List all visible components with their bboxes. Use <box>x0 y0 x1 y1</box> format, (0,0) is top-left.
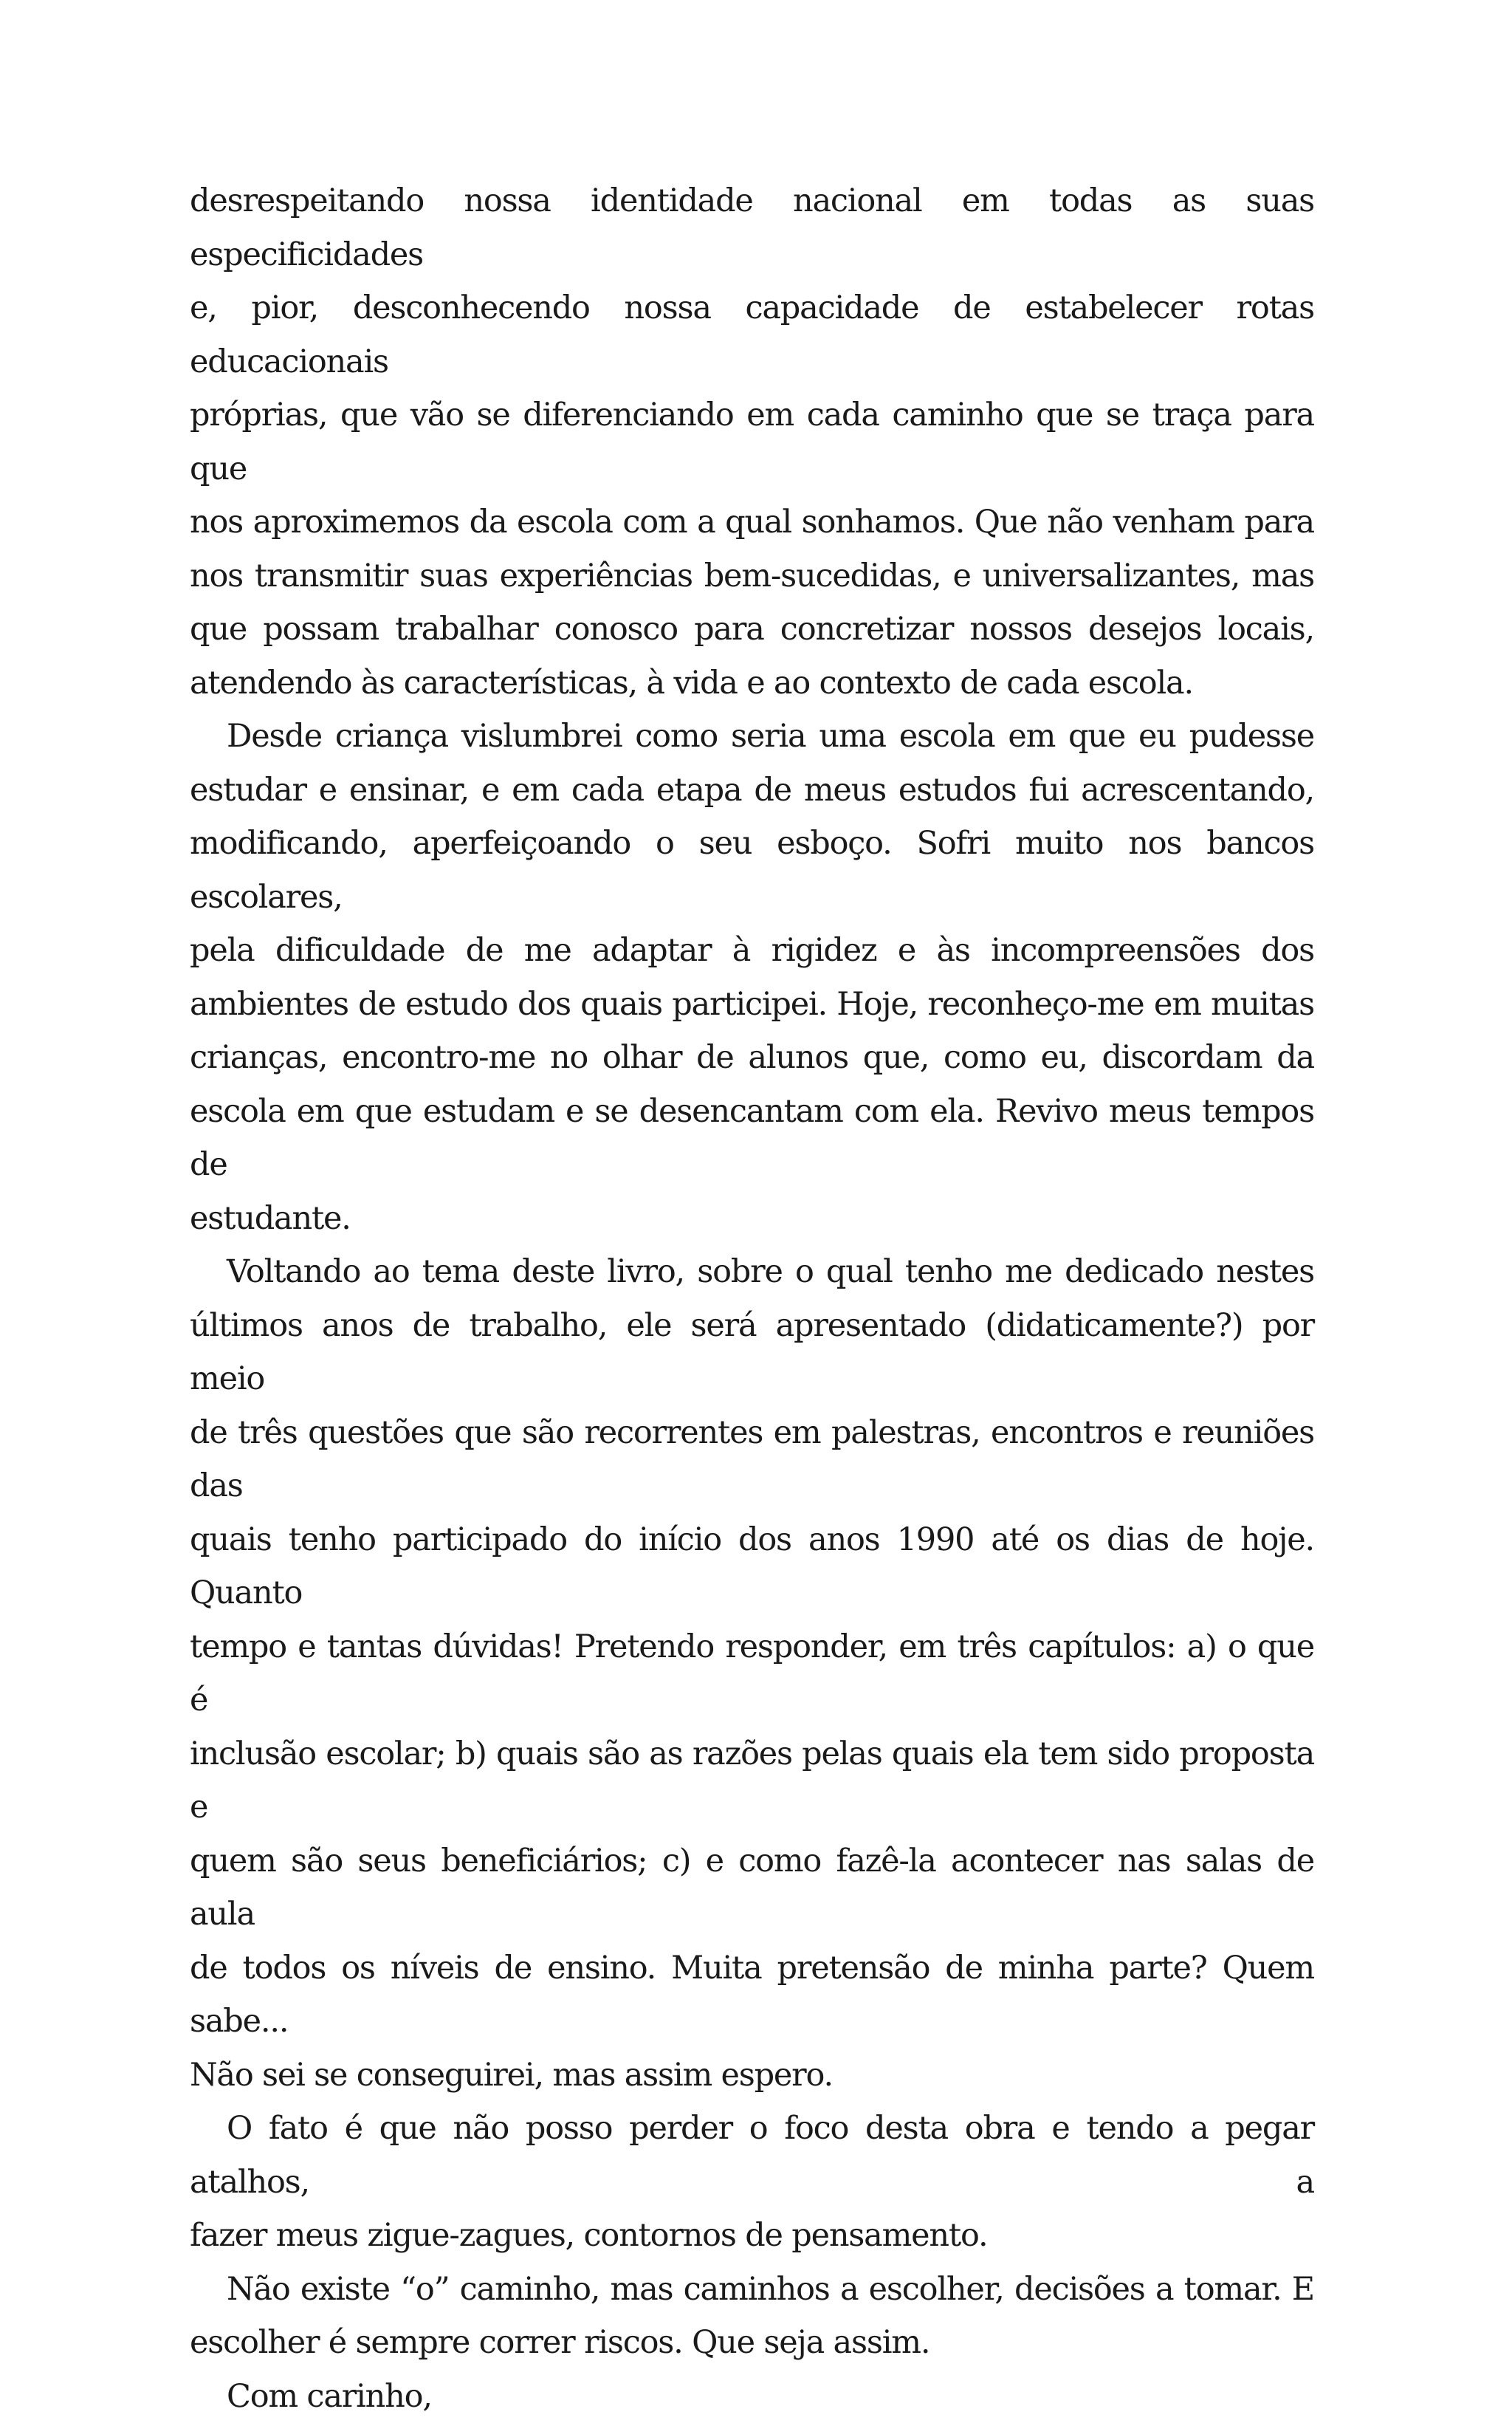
text-line: de três questões que são recorrentes em palestras, encontros e reuniões das <box>190 1406 1314 1513</box>
text-line: ambientes de estudo dos quais participei. Hoje, reconheço-me em muitas <box>190 978 1314 1032</box>
text-line: próprias, que vão se diferenciando em cada caminho que se traça para que <box>190 388 1314 496</box>
text-line: desrespeitando nossa identidade nacional em todas as suas especificidades <box>190 174 1314 281</box>
text-line: Não existe “o” caminho, mas caminhos a escolher, decisões a tomar. E <box>190 2263 1314 2317</box>
text-line: escolher é sempre correr riscos. Que seja assim. <box>190 2316 1314 2370</box>
text-line: estudante. <box>190 1192 1314 1246</box>
text-line: quem são seus beneficiários; c) e como fazê-la acontecer nas salas de aula <box>190 1834 1314 1942</box>
body-text <box>190 174 1314 2423</box>
text-line: pela dificuldade de me adaptar à rigidez e às incompreensões dos <box>190 924 1314 978</box>
paragraph <box>190 710 1314 1245</box>
text-line: modificando, aperfeiçoando o seu esboço. Sofri muito nos bancos escolares, <box>190 817 1314 924</box>
text-line: e, pior, desconhecendo nossa capacidade de estabelecer rotas educacionais <box>190 281 1314 388</box>
text-line: O fato é que não posso perder o foco desta obra e tendo a pegar atalhos, a <box>190 2102 1314 2209</box>
text-line: estudar e ensinar, e em cada etapa de meus estudos fui acrescentando, <box>190 764 1314 818</box>
text-line: que possam trabalhar conosco para concretizar nossos desejos locais, <box>190 603 1314 657</box>
text-line: tempo e tantas dúvidas! Pretendo responder, em três capítulos: a) o que é <box>190 1620 1314 1727</box>
text-line: últimos anos de trabalho, ele será apresentado (didaticamente?) por meio <box>190 1299 1314 1406</box>
text-line: escola em que estudam e se desencantam com ela. Revivo meus tempos de <box>190 1085 1314 1192</box>
text-line: fazer meus zigue-zagues, contornos de pensamento. <box>190 2209 1314 2263</box>
text-line: Não sei se conseguirei, mas assim espero. <box>190 2049 1314 2102</box>
text-line: nos transmitir suas experiências bem-sucedidas, e universalizantes, mas <box>190 549 1314 603</box>
text-line: Voltando ao tema deste livro, sobre o qual tenho me dedicado nestes <box>190 1245 1314 1299</box>
paragraph <box>190 174 1314 710</box>
text-line: Desde criança vislumbrei como seria uma escola em que eu pudesse <box>190 710 1314 764</box>
text-line: inclusão escolar; b) quais são as razões pelas quais ela tem sido proposta e <box>190 1727 1314 1834</box>
paragraph <box>190 2102 1314 2263</box>
paragraph <box>190 2263 1314 2370</box>
text-line: atendendo às características, à vida e ao contexto de cada escola. <box>190 657 1314 710</box>
text-line: crianças, encontro-me no olhar de alunos que, como eu, discordam da <box>190 1031 1314 1085</box>
text-line: nos aproximemos da escola com a qual sonhamos. Que não venham para <box>190 496 1314 549</box>
paragraph <box>190 1245 1314 2102</box>
text-line: Com carinho, <box>190 2370 1314 2423</box>
paragraph <box>190 2370 1314 2423</box>
text-line: quais tenho participado do início dos anos 1990 até os dias de hoje. Quanto <box>190 1513 1314 1620</box>
text-line: de todos os níveis de ensino. Muita pretensão de minha parte? Quem sabe... <box>190 1942 1314 2049</box>
